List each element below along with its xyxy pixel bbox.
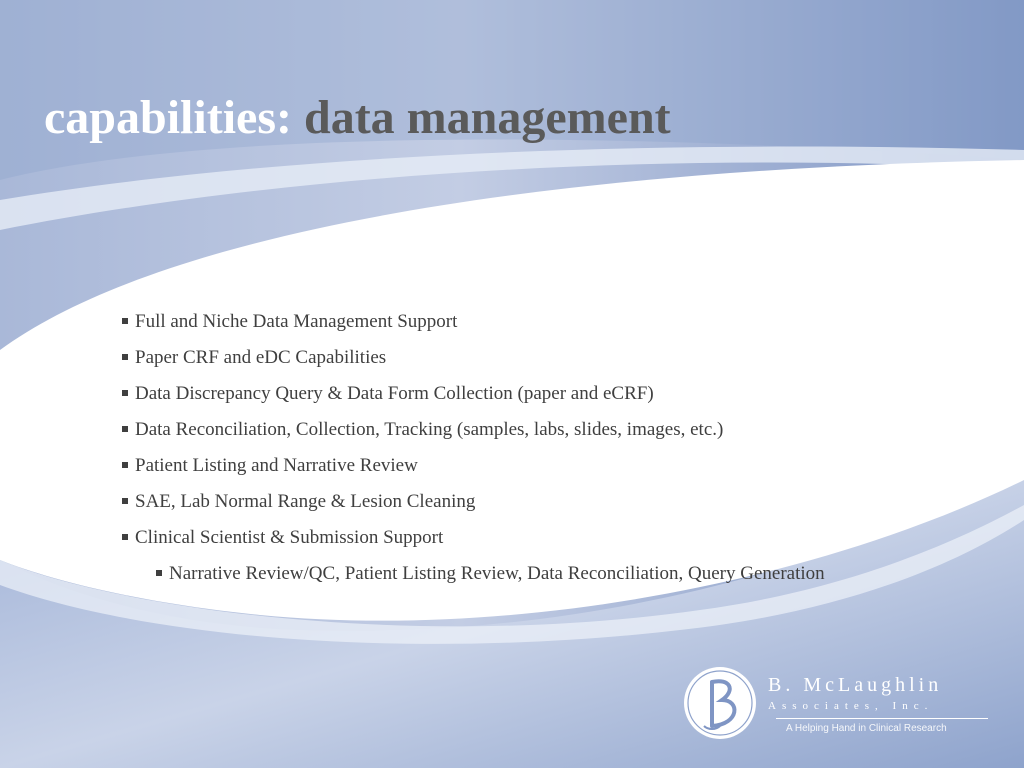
slide-title [44, 92, 671, 145]
bullet-item [122, 524, 825, 560]
bullet-text: Clinical Scientist & Submission Support [135, 527, 444, 548]
bullet-item [122, 416, 825, 452]
square-bullet-icon [156, 570, 162, 576]
bullet-text: Data Reconciliation, Collection, Tracking (samples, labs, slides, images, etc.) [135, 419, 724, 440]
bullet-text: Full and Niche Data Management Support [135, 311, 458, 332]
logo-company-suffix: Associates, Inc. [768, 700, 934, 712]
square-bullet-icon [122, 354, 128, 360]
bullet-item [122, 308, 825, 344]
square-bullet-icon [122, 390, 128, 396]
square-bullet-icon [122, 426, 128, 432]
sub-bullet-item [122, 560, 825, 596]
bullet-item [122, 488, 825, 524]
square-bullet-icon [122, 534, 128, 540]
bullet-item [122, 344, 825, 380]
bullet-item [122, 452, 825, 488]
square-bullet-icon [122, 462, 128, 468]
bullet-text: Patient Listing and Narrative Review [135, 455, 418, 476]
logo-divider [776, 718, 988, 719]
title-main: data management [304, 91, 671, 144]
logo-company-name: B. McLaughlin [768, 674, 943, 696]
bullet-text: SAE, Lab Normal Range & Lesion Cleaning [135, 491, 476, 512]
bullet-text: Paper CRF and eDC Capabilities [135, 347, 387, 368]
bullet-text: Narrative Review/QC, Patient Listing Review, Data Reconciliation, Query Generation [169, 563, 825, 584]
square-bullet-icon [122, 318, 128, 324]
square-bullet-icon [122, 498, 128, 504]
company-logo [680, 664, 1010, 750]
bullet-list [122, 308, 825, 596]
title-prefix: capabilities: [44, 91, 292, 144]
bullet-text: Data Discrepancy Query & Data Form Collection (paper and eCRF) [135, 383, 654, 404]
b-monogram-icon [682, 664, 758, 742]
logo-tagline: A Helping Hand in Clinical Research [786, 723, 947, 734]
bullet-item [122, 380, 825, 416]
